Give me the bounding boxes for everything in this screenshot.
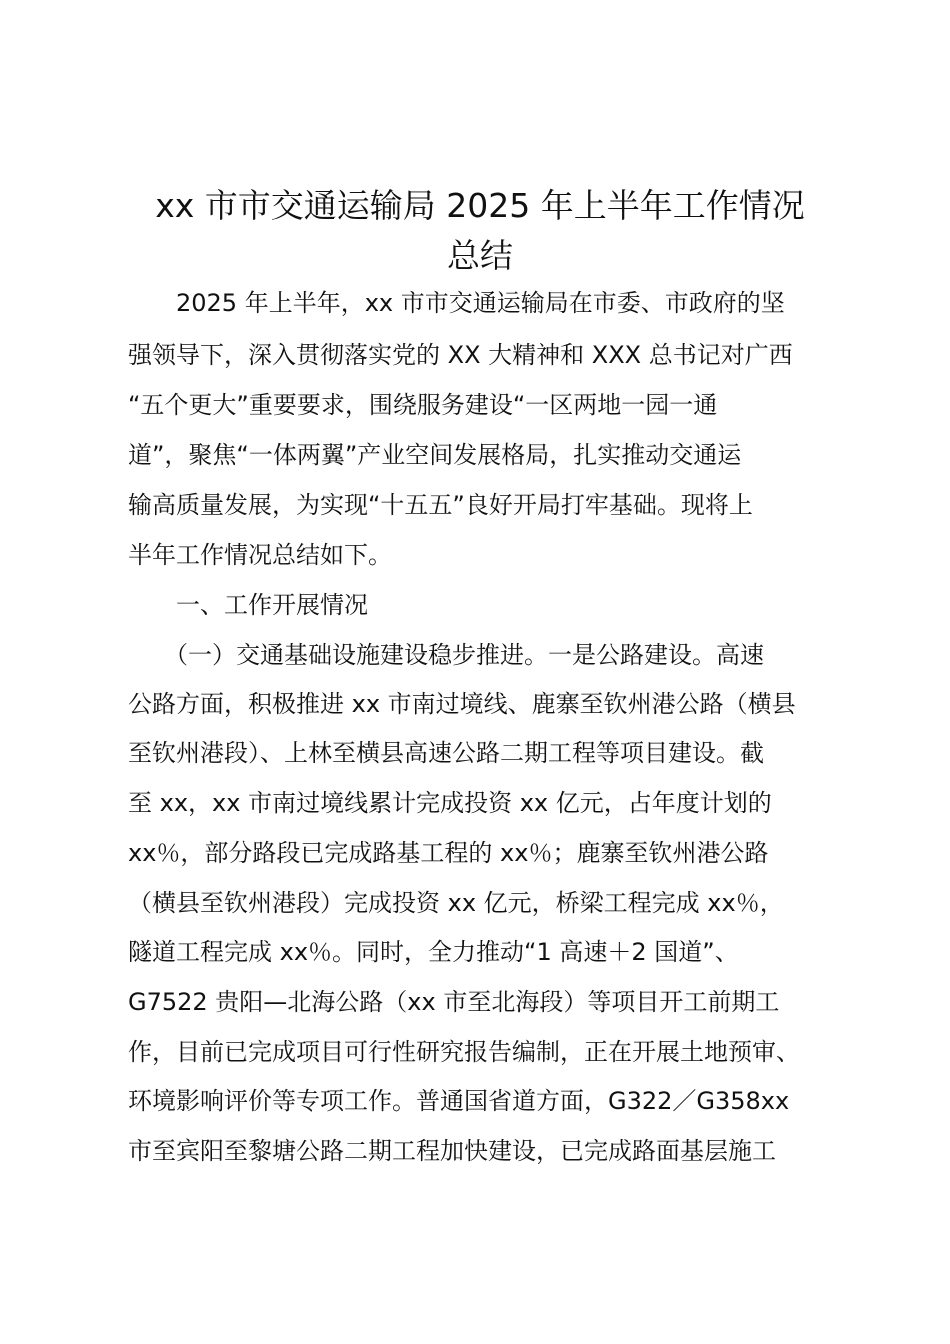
body-line: xx％，部分路段已完成路基工程的 xx％；鹿寨至钦州港公路 [128,839,769,867]
body-line: 公路方面，积极推进 xx 市南过境线、鹿寨至钦州港公路（横县 [128,690,796,718]
body-line: 强领导下，深入贯彻落实党的 XX 大精神和 XXX 总书记对广西 [128,341,793,369]
body-line: 至钦州港段）、上林至横县高速公路二期工程等项目建设。截 [128,739,764,767]
body-line: 环境影响评价等专项工作。普通国省道方面，G322／G358xx [128,1087,790,1115]
section-heading: 一、工作开展情况 [128,591,368,619]
body-line: （一）交通基础设施建设稳步推进。一是公路建设。高速 [128,641,764,669]
body-line: 道”，聚焦“一体两翼”产业空间发展格局，扎实推动交通运 [128,441,742,469]
body-line: G7522 贵阳—北海公路（xx 市至北海段）等项目开工前期工 [128,988,780,1016]
document-title-line-1: xx 市市交通运输局 2025 年上半年工作情况 [155,186,805,225]
body-line: 隧道工程完成 xx％。同时，全力推动“1 高速＋2 国道”、 [128,938,739,966]
body-line: “五个更大”重要要求，围绕服务建设“一区两地一园一通 [128,391,718,419]
body-line: 半年工作情况总结如下。 [128,541,392,569]
body-line: （横县至钦州港段）完成投资 xx 亿元，桥梁工程完成 xx％， [128,889,784,917]
body-line: 作，目前已完成项目可行性研究报告编制，正在开展土地预审、 [128,1038,800,1066]
body-line: 2025 年上半年，xx 市市交通运输局在市委、市政府的坚 [128,289,785,317]
body-line: 至 xx，xx 市南过境线累计完成投资 xx 亿元，占年度计划的 [128,789,772,817]
body-line: 市至宾阳至黎塘公路二期工程加快建设，已完成路面基层施工 [128,1137,776,1165]
document-title-line-2: 总结 [447,236,513,275]
body-line: 输高质量发展，为实现“十五五”良好开局打牢基础。现将上 [128,491,753,519]
